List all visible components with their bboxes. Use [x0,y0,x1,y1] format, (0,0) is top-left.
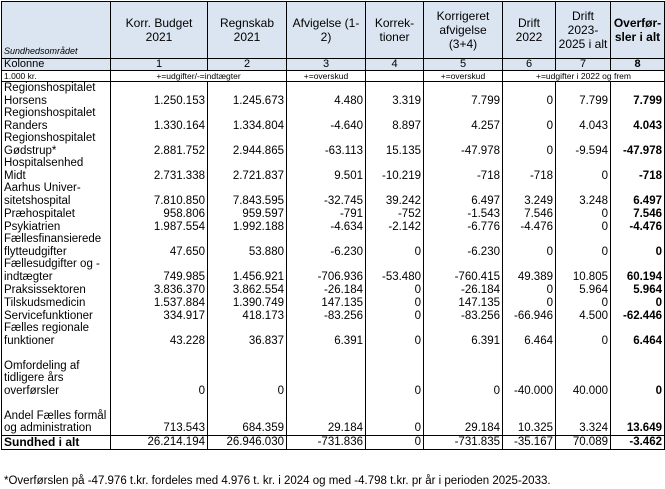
table-row [2,347,665,397]
cell-korr-budget: 1.987.554 [111,220,208,233]
cell-afvigelse: 29.184 [287,397,366,435]
cell-regnskab: 7.843.595 [208,182,287,207]
unit-label: 1.000 kr. [2,71,111,82]
cell-drift-2022: -40.000 [503,347,556,397]
total-cell-afvigelse: -731.836 [287,435,366,449]
cell-afvigelse: -4.640 [287,107,366,132]
cell-drift-2023-2025: 0 [556,157,611,182]
cell-drift-2023-2025: 5.964 [556,283,611,296]
table-row [2,233,665,258]
kolonne-num: 2 [208,59,287,71]
cell-drift-2022: 0 [503,283,556,296]
cell-afvigelse: 147.135 [287,296,366,309]
cell-drift-2022: -66.946 [503,309,556,322]
cell-drift-2023-2025: 0 [556,220,611,233]
cell-drift-2022: 6.464 [503,322,556,347]
cell-regnskab: 959.597 [208,207,287,220]
cell-regnskab: 1.245.673 [208,82,287,108]
table-row [2,322,665,347]
header-korrigeret-afvigelse: Korrigeret afvigelse (3+4) [424,2,503,59]
table-row [2,82,665,108]
total-cell-drift-2022: -35.167 [503,435,556,449]
cell-overfoersler: 4.043 [611,107,665,132]
table-row [2,258,665,283]
cell-korr-budget: 958.806 [111,207,208,220]
cell-korrektioner: -752 [366,207,424,220]
cell-korrektioner: 0 [366,283,424,296]
cell-overfoersler: -47.978 [611,132,665,157]
cell-korrigeret: -26.184 [424,283,503,296]
cell-drift-2023-2025: 0 [556,322,611,347]
cell-overfoersler: -718 [611,157,665,182]
row-name: Andel Fælles formål og administration [2,397,111,435]
cell-korrigeret: -6.776 [424,220,503,233]
cell-korrektioner: 39.242 [366,182,424,207]
cell-korrigeret: 4.257 [424,107,503,132]
header-drift-2023-2025: Drift 2023-2025 i alt [556,2,611,59]
row-name: Aarhus Univer-sitetshospital [2,182,111,207]
cell-drift-2023-2025: 3.248 [556,182,611,207]
header-afvigelse: Afvigelse (1-2) [287,2,366,59]
row-name: Fællesfinansierede flytteudgifter [2,233,111,258]
table-row [2,283,665,296]
cell-regnskab: 1.456.921 [208,258,287,283]
unit-row [2,71,665,82]
unit-note-frem: +=udgifter i 2022 og frem [503,71,665,82]
row-name: Servicefunktioner [2,309,111,322]
cell-korrektioner: 15.135 [366,132,424,157]
cell-afvigelse: -791 [287,207,366,220]
cell-korrektioner: 0 [366,309,424,322]
cell-regnskab: 418.173 [208,309,287,322]
cell-afvigelse: -32.745 [287,182,366,207]
unit-note-overskud-korr: +=overskud [424,71,503,82]
row-name: Fælles regionale funktioner [2,322,111,347]
unit-note-overskud: +=overskud [287,71,366,82]
cell-drift-2022: 0 [503,132,556,157]
cell-drift-2023-2025: 10.805 [556,258,611,283]
header-drift-2022: Drift 2022 [503,2,556,59]
total-cell-drift-2023-2025: 70.089 [556,435,611,449]
table-row [2,157,665,182]
cell-drift-2022: 3.249 [503,182,556,207]
cell-regnskab: 36.837 [208,322,287,347]
cell-drift-2022: -4.476 [503,220,556,233]
cell-korrektioner: 0 [366,322,424,347]
cell-overfoersler: 0 [611,233,665,258]
cell-korrektioner: 0 [366,397,424,435]
cell-korr-budget: 334.917 [111,309,208,322]
cell-drift-2023-2025: 4.043 [556,107,611,132]
row-name: Tilskudsmedicin [2,296,111,309]
cell-korrigeret: 7.799 [424,82,503,108]
cell-korrektioner: 0 [366,347,424,397]
cell-korrektioner: 8.897 [366,107,424,132]
cell-regnskab: 0 [208,347,287,397]
cell-drift-2022: 0 [503,82,556,108]
cell-korr-budget: 2.731.338 [111,157,208,182]
cell-drift-2023-2025: 0 [556,207,611,220]
cell-korrigeret: 6.391 [424,322,503,347]
budget-table [1,1,665,450]
cell-overfoersler: 13.649 [611,397,665,435]
cell-afvigelse [287,347,366,397]
cell-afvigelse: 6.391 [287,322,366,347]
cell-drift-2023-2025: 7.799 [556,82,611,108]
cell-overfoersler: 5.964 [611,283,665,296]
cell-regnskab: 2.721.837 [208,157,287,182]
cell-korrektioner: 3.319 [366,82,424,108]
cell-regnskab: 684.359 [208,397,287,435]
kolonne-num: 8 [611,59,665,71]
header-overfoersler: Overfør-sler i alt [611,2,665,59]
total-cell-korrektioner: 0 [366,435,424,449]
cell-overfoersler: -4.476 [611,220,665,233]
row-name: Regionshospitalet Gødstrup* [2,132,111,157]
cell-drift-2023-2025: -9.594 [556,132,611,157]
table-row [2,132,665,157]
total-cell-regnskab: 26.946.030 [208,435,287,449]
cell-regnskab: 1.390.749 [208,296,287,309]
total-cell-korr-budget: 26.214.194 [111,435,208,449]
area-label: Sundhedsområdet [2,2,111,59]
cell-korr-budget: 1.537.884 [111,296,208,309]
cell-korr-budget: 1.330.164 [111,107,208,132]
cell-drift-2022: 49.389 [503,258,556,283]
cell-drift-2022: 0 [503,107,556,132]
table-body [2,82,665,450]
cell-korrigeret: -718 [424,157,503,182]
cell-drift-2022: 0 [503,296,556,309]
header-row [2,2,665,59]
cell-korr-budget: 713.543 [111,397,208,435]
cell-drift-2023-2025: 4.500 [556,309,611,322]
cell-afvigelse: -63.113 [287,132,366,157]
cell-korr-budget: 749.985 [111,258,208,283]
total-row [2,435,665,449]
header-korr-budget: Korr. Budget 2021 [111,2,208,59]
cell-afvigelse: -83.256 [287,309,366,322]
cell-drift-2023-2025: 40.000 [556,347,611,397]
kolonne-num: 1 [111,59,208,71]
budget-table-container [1,1,665,487]
kolonne-row [2,59,665,71]
cell-korrektioner: -53.480 [366,258,424,283]
footnote: *Overførslen på -47.976 t.kr. fordeles med 4.976 t. kr. i 2024 og med -4.798 t.kr. pr år i perioden 2025-2033. [4,475,551,487]
kolonne-label: Kolonne [2,59,111,71]
cell-korrektioner: -10.219 [366,157,424,182]
table-row [2,107,665,132]
row-name: Præhospitalet [2,207,111,220]
cell-korrigeret: -6.230 [424,233,503,258]
total-name: Sundhed i alt [2,435,111,449]
kolonne-num: 4 [366,59,424,71]
cell-korrigeret: 147.135 [424,296,503,309]
cell-drift-2022: 0 [503,233,556,258]
kolonne-num: 7 [556,59,611,71]
cell-korrigeret: 29.184 [424,397,503,435]
unit-empty [366,71,424,82]
row-name: Omfordeling af tidligere års overførsler [2,347,111,397]
cell-afvigelse: -706.936 [287,258,366,283]
cell-drift-2023-2025: 3.324 [556,397,611,435]
cell-korr-budget: 7.810.850 [111,182,208,207]
total-cell-overfoersler: -3.462 [611,435,665,449]
cell-korrigeret: -1.543 [424,207,503,220]
table-row [2,309,665,322]
kolonne-num: 6 [503,59,556,71]
cell-korrektioner: 0 [366,233,424,258]
cell-korr-budget: 0 [111,347,208,397]
table-row [2,296,665,309]
cell-afvigelse: 4.480 [287,82,366,108]
cell-drift-2022: 10.325 [503,397,556,435]
cell-afvigelse: -6.230 [287,233,366,258]
total-cell-korrigeret: -731.835 [424,435,503,449]
cell-drift-2022: -718 [503,157,556,182]
cell-korrigeret: 0 [424,347,503,397]
row-name: Regionshospitalet Horsens [2,82,111,108]
cell-korrigeret: -47.978 [424,132,503,157]
cell-korr-budget: 3.836.370 [111,283,208,296]
cell-overfoersler: 0 [611,347,665,397]
kolonne-num: 5 [424,59,503,71]
cell-regnskab: 1.992.188 [208,220,287,233]
row-name: Hospitalsenhed Midt [2,157,111,182]
kolonne-num: 3 [287,59,366,71]
cell-regnskab: 2.944.865 [208,132,287,157]
unit-note-udgifter: +=udgifter/-=indtægter [111,71,287,82]
cell-drift-2023-2025: 0 [556,296,611,309]
cell-korr-budget: 43.228 [111,322,208,347]
cell-regnskab: 53.880 [208,233,287,258]
cell-overfoersler: 0 [611,296,665,309]
cell-korr-budget: 1.250.153 [111,82,208,108]
cell-korrektioner: 0 [366,296,424,309]
cell-overfoersler: 7.799 [611,82,665,108]
cell-korr-budget: 47.650 [111,233,208,258]
cell-regnskab: 3.862.554 [208,283,287,296]
cell-overfoersler: 7.546 [611,207,665,220]
header-korrektioner: Korrek-tioner [366,2,424,59]
cell-korr-budget: 2.881.752 [111,132,208,157]
cell-afvigelse: -4.634 [287,220,366,233]
cell-afvigelse: 9.501 [287,157,366,182]
cell-korrektioner: -2.142 [366,220,424,233]
header-regnskab: Regnskab 2021 [208,2,287,59]
row-name: Psykiatrien [2,220,111,233]
table-row [2,220,665,233]
row-name: Regionshospitalet Randers [2,107,111,132]
cell-korrigeret: -83.256 [424,309,503,322]
table-row [2,397,665,435]
cell-overfoersler: 6.464 [611,322,665,347]
row-name: Praksissektoren [2,283,111,296]
row-name: Fællesudgifter og -indtægter [2,258,111,283]
cell-overfoersler: 6.497 [611,182,665,207]
cell-regnskab: 1.334.804 [208,107,287,132]
table-row [2,182,665,207]
cell-korrigeret: -760.415 [424,258,503,283]
cell-drift-2023-2025: 0 [556,233,611,258]
cell-overfoersler: 60.194 [611,258,665,283]
table-row [2,207,665,220]
cell-drift-2022: 7.546 [503,207,556,220]
cell-afvigelse: -26.184 [287,283,366,296]
cell-overfoersler: -62.446 [611,309,665,322]
cell-korrigeret: 6.497 [424,182,503,207]
